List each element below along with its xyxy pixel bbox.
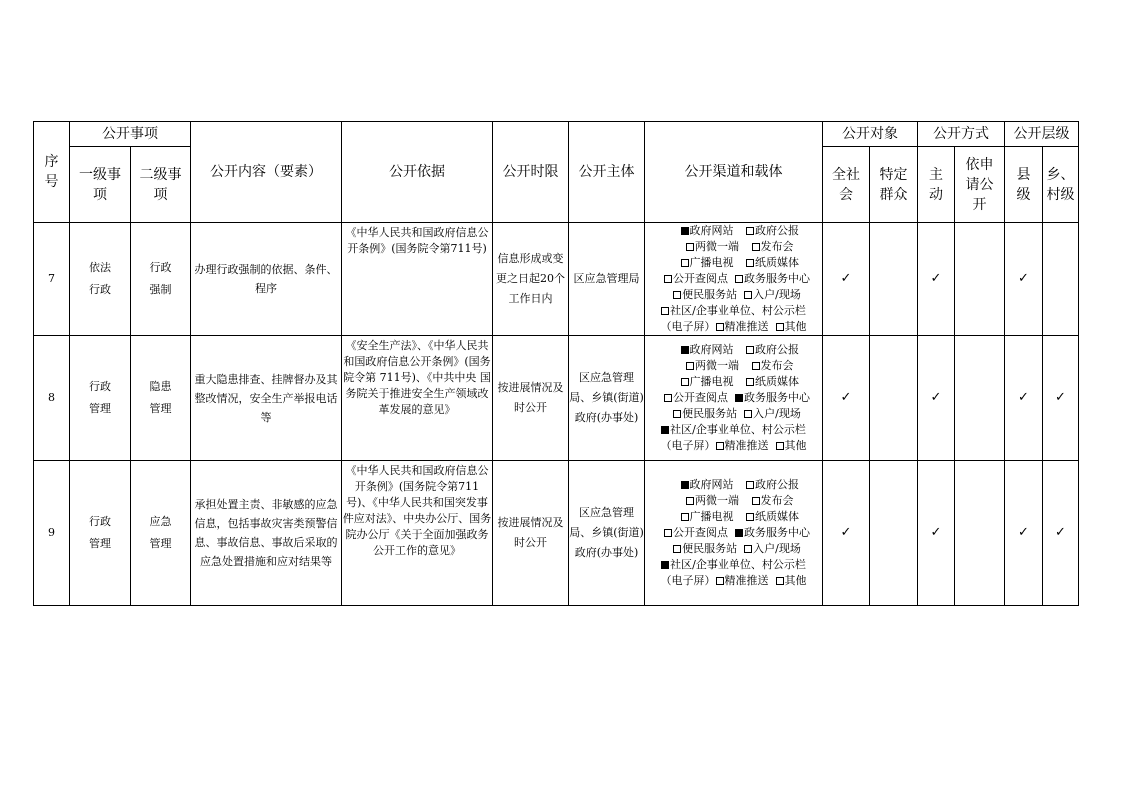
channel-label: 广播电视 [689,256,734,269]
cell-content: 承担处置主责、非敏感的应急信息，包括事故灾害类预警信息、事故信息、事故后采取的应急处置措施和应对结果等 [191,461,342,606]
cell-time-limit: 信息形成或变更之日起20个工作日内 [493,223,569,336]
cell-level2: 行政强制 [131,223,191,336]
level-county-check-icon: ✓ [1018,271,1029,286]
channel-gov_gazette [746,477,799,493]
checkbox-gov_website-icon [681,346,689,354]
checkbox-precise_push-icon [716,442,724,450]
cell-time-limit: 按进展情况及时公开 [493,336,569,461]
checkbox-other-icon [776,577,784,585]
channel-gov_website [668,223,746,239]
channel-two_micro [674,493,752,509]
cell-subject: 区应急管理局 [569,223,645,336]
checkbox-door_site-icon [744,545,752,553]
channel-label: 社区/企事业单位、村公示栏 [670,304,806,317]
channel-label: 纸质媒体 [755,256,799,269]
channel-label: 社区/企事业单位、村公示栏 [670,558,806,571]
table-row [34,223,1079,336]
checkbox-service_station-icon [673,545,681,553]
checkbox-radio_tv-icon [681,513,689,521]
channel-service_station [666,406,744,422]
header-level-town: 乡、村级 [1043,147,1079,223]
method-active-check-icon: ✓ [930,390,942,405]
channel-reading_point [657,390,735,406]
checkbox-bulletin-icon [661,307,669,315]
checkbox-paper_media-icon [746,513,754,521]
header-channels: 公开渠道和载体 [645,122,823,223]
method-active-check-icon: ✓ [930,271,942,286]
channel-label: 其他 [784,439,807,452]
channel-label: 政府公报 [755,224,799,237]
channel-label: 其他 [784,320,807,333]
checkbox-reading_point-icon [664,529,672,537]
cell-audience-specific [870,223,918,336]
checkbox-service_center-icon [735,394,743,402]
header-time-limit: 公开时限 [493,122,569,223]
channel-precise_push [716,319,769,335]
checkbox-gov_gazette-icon [746,227,754,235]
channel-label: 发布会 [760,359,794,372]
checkbox-service_center-icon [735,529,743,537]
channel-radio_tv [668,255,746,271]
level-town-check-icon: ✓ [1055,525,1066,540]
header-level2: 二级事项 [131,147,191,223]
level-town-check-icon: ✓ [1055,390,1066,405]
cell-content: 重大隐患排查、挂牌督办及其整改情况，安全生产举报电话等 [191,336,342,461]
channel-label: 政务服务中心 [744,391,810,404]
checkbox-service_center-icon [735,275,743,283]
checkbox-two_micro-icon [686,243,694,251]
audience-all-check-icon: ✓ [840,271,852,286]
channel-label: 政务服务中心 [744,526,810,539]
header-seq: 序号 [34,122,70,223]
cell-content: 办理行政强制的依据、条件、程序 [191,223,342,336]
cell-level1: 依法行政 [70,223,131,336]
header-content: 公开内容（要素） [191,122,342,223]
channel-label: 社区/企事业单位、村公示栏 [670,423,806,436]
checkbox-bulletin-icon [661,426,669,434]
header-level-county: 县级 [1005,147,1043,223]
channel-door_site [744,406,801,422]
channel-press_conf [752,358,794,374]
channel-gov_gazette [746,342,799,358]
cell-subject: 区应急管理局、乡镇(街道)政府(办事处) [569,461,645,606]
checkbox-gov_website-icon [681,481,689,489]
checkbox-bulletin-icon [661,561,669,569]
header-audience-all: 全社会 [823,147,870,223]
method-active-check-icon: ✓ [930,525,942,540]
checkbox-press_conf-icon [752,497,760,505]
channel-service_center [735,390,810,406]
channel-label: 两微一端 [695,494,739,507]
channel-label: 便民服务站 [682,407,738,420]
channel-label: 其他 [784,574,807,587]
channel-other [776,438,807,454]
cell-method-request [955,461,1005,606]
channel-label: （电子屏） [660,320,716,333]
channel-label: 广播电视 [689,375,734,388]
cell-audience-all [823,336,870,461]
cell-basis: 《安全生产法》、《中华人民共和国政府信息公开条例》(国务院令第 711号)、《中共中央 国务院关于推进安全生产领域改革发展的意见》 [342,336,493,461]
channel-radio_tv [668,509,746,525]
channel-other [776,319,807,335]
table-row [34,461,1079,606]
channel-label: 精准推送 [724,574,769,587]
cell-channels [645,336,823,461]
channel-label: 两微一端 [695,359,739,372]
channel-precise_push [716,438,769,454]
channel-paper_media [746,509,799,525]
channel-label: 精准推送 [724,320,769,333]
checkbox-door_site-icon [744,291,752,299]
checkbox-service_station-icon [673,291,681,299]
channel-reading_point [657,525,735,541]
channel-label: （电子屏） [660,574,716,587]
channel-door_site [744,287,801,303]
checkbox-two_micro-icon [686,497,694,505]
checkbox-gov_website-icon [681,227,689,235]
cell-audience-all [823,461,870,606]
cell-seq: 7 [34,223,70,336]
table-row [34,336,1079,461]
channel-two_micro [674,358,752,374]
header-method: 公开方式 [918,122,1005,147]
header-row-group [34,122,1079,147]
header-disclosure-items: 公开事项 [70,122,191,147]
channel-label: 政府网站 [689,343,734,356]
cell-seq: 9 [34,461,70,606]
cell-level2: 应急管理 [131,461,191,606]
channel-label: 纸质媒体 [755,510,799,523]
channel-service_station [666,287,744,303]
cell-method-active [918,461,955,606]
channel-gov_website [668,477,746,493]
channel-service_station [666,541,744,557]
cell-method-active [918,223,955,336]
audience-all-check-icon: ✓ [840,525,852,540]
checkbox-press_conf-icon [752,362,760,370]
checkbox-gov_gazette-icon [746,481,754,489]
cell-basis: 《中华人民共和国政府信息公开条例》(国务院令第711号)、《中华人民共和国突发事件应对法》、中央办公厅、国务院办公厅《关于全面加强政务公开工作的意见》 [342,461,493,606]
cell-method-request [955,223,1005,336]
channel-paper_media [746,255,799,271]
cell-basis: 《中华人民共和国政府信息公开条例》(国务院令第711号) [342,223,493,336]
channel-label: 发布会 [760,240,794,253]
channel-label: 广播电视 [689,510,734,523]
channel-label: 入户/现场 [753,542,801,555]
checkbox-two_micro-icon [686,362,694,370]
channel-service_center [735,525,810,541]
header-level1: 一级事项 [70,147,131,223]
channel-door_site [744,541,801,557]
channel-two_micro [674,239,752,255]
checkbox-other-icon [776,442,784,450]
checkbox-other-icon [776,323,784,331]
cell-method-active [918,336,955,461]
channel-label: 纸质媒体 [755,375,799,388]
audience-all-check-icon: ✓ [840,390,852,405]
checkbox-precise_push-icon [716,577,724,585]
cell-level-town [1043,461,1079,606]
cell-channels [645,223,823,336]
channel-label: （电子屏） [660,439,716,452]
channel-label: 政务服务中心 [744,272,810,285]
channel-label: 便民服务站 [682,288,738,301]
cell-level-county [1005,336,1043,461]
channel-label: 入户/现场 [753,288,801,301]
cell-subject: 区应急管理局、乡镇(街道)政府(办事处) [569,336,645,461]
level-county-check-icon: ✓ [1018,390,1029,405]
cell-seq: 8 [34,336,70,461]
channel-precise_push [716,573,769,589]
cell-level1: 行政管理 [70,336,131,461]
checkbox-reading_point-icon [664,394,672,402]
cell-audience-specific [870,336,918,461]
channel-service_center [735,271,810,287]
checkbox-reading_point-icon [664,275,672,283]
checkbox-paper_media-icon [746,259,754,267]
checkbox-precise_push-icon [716,323,724,331]
channel-label: 精准推送 [724,439,769,452]
channel-label: 公开查阅点 [673,391,728,404]
channel-press_conf [752,239,794,255]
header-audience-specific: 特定群众 [870,147,918,223]
cell-time-limit: 按进展情况及时公开 [493,461,569,606]
channel-label: 政府网站 [689,478,734,491]
channel-radio_tv [668,374,746,390]
channel-label: 入户/现场 [753,407,801,420]
checkbox-paper_media-icon [746,378,754,386]
channel-label: 政府网站 [689,224,734,237]
disclosure-table [33,121,1079,606]
cell-level-town [1043,336,1079,461]
checkbox-service_station-icon [673,410,681,418]
channel-label: 政府公报 [755,478,799,491]
channel-label: 两微一端 [695,240,739,253]
cell-level2: 隐患管理 [131,336,191,461]
cell-audience-specific [870,461,918,606]
cell-channels [645,461,823,606]
cell-level-county [1005,223,1043,336]
cell-method-request [955,336,1005,461]
checkbox-door_site-icon [744,410,752,418]
channel-paper_media [746,374,799,390]
checkbox-press_conf-icon [752,243,760,251]
level-county-check-icon: ✓ [1018,525,1029,540]
header-audience: 公开对象 [823,122,918,147]
channel-gov_gazette [746,223,799,239]
channel-label: 公开查阅点 [673,526,728,539]
header-method-request: 依申请公开 [955,147,1005,223]
header-basis: 公开依据 [342,122,493,223]
header-subject: 公开主体 [569,122,645,223]
channel-reading_point [657,271,735,287]
channel-press_conf [752,493,794,509]
channel-label: 便民服务站 [682,542,738,555]
checkbox-radio_tv-icon [681,378,689,386]
header-level: 公开层级 [1005,122,1079,147]
channel-label: 政府公报 [755,343,799,356]
cell-level-county [1005,461,1043,606]
channel-label: 发布会 [760,494,794,507]
header-method-active: 主动 [918,147,955,223]
cell-audience-all [823,223,870,336]
channel-gov_website [668,342,746,358]
cell-level1: 行政管理 [70,461,131,606]
checkbox-radio_tv-icon [681,259,689,267]
channel-label: 公开查阅点 [673,272,728,285]
checkbox-gov_gazette-icon [746,346,754,354]
channel-other [776,573,807,589]
cell-level-town [1043,223,1079,336]
